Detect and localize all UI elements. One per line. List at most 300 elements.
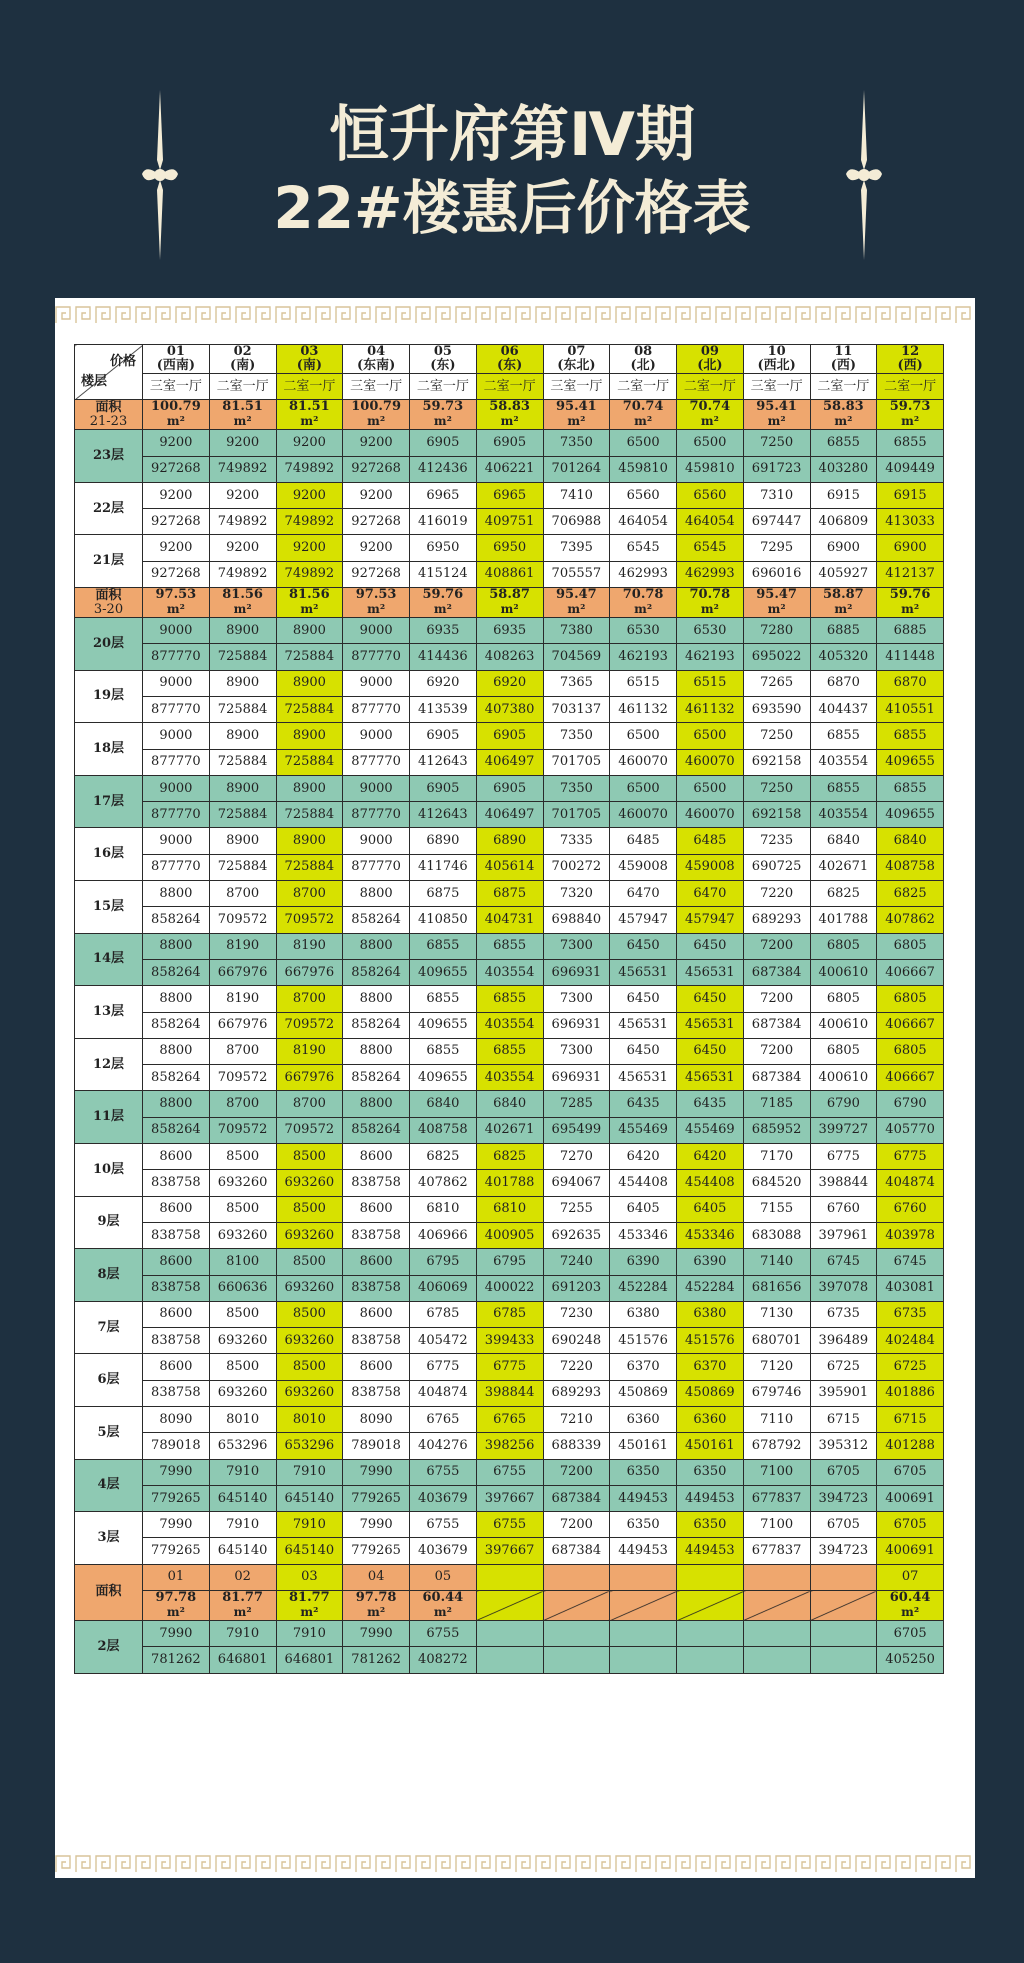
area-number: 59.76 — [889, 587, 931, 603]
unit-price-cell: 8800 — [343, 986, 410, 1012]
unit-price-cell: 7310 — [743, 482, 810, 508]
unit-price-cell: 6905 — [410, 775, 477, 801]
total-price-cell: 462993 — [610, 561, 677, 587]
area-unit: m² — [166, 414, 185, 429]
total-price-cell: 680701 — [743, 1328, 810, 1354]
unit-price-cell: 6805 — [877, 1038, 944, 1064]
total-price-cell: 405770 — [877, 1117, 944, 1143]
unit-price-cell: 8700 — [276, 1091, 343, 1117]
total-price-cell: 725884 — [276, 696, 343, 722]
unit-price-cell: 6920 — [476, 670, 543, 696]
total-price-cell: 406966 — [410, 1222, 477, 1248]
unit-number: 11 — [834, 344, 853, 359]
unit-price-cell — [810, 1621, 877, 1647]
total-price-cell: 685952 — [743, 1117, 810, 1143]
unit-price-cell: 9200 — [276, 535, 343, 561]
area-value — [810, 400, 877, 430]
unit-room-type: 二室一厅 — [476, 374, 543, 400]
unit-price-cell: 6715 — [877, 1406, 944, 1432]
unit-room-type: 二室一厅 — [410, 374, 477, 400]
total-price-cell: 749892 — [209, 456, 276, 482]
unit-price-cell: 6795 — [410, 1249, 477, 1275]
area-unit: m² — [500, 602, 519, 617]
total-price-cell: 927268 — [143, 509, 210, 535]
unit-price-cell: 6785 — [476, 1301, 543, 1327]
total-price-cell: 709572 — [209, 907, 276, 933]
total-price-cell: 405927 — [810, 561, 877, 587]
unit-price-cell — [677, 1621, 744, 1647]
total-price-cell: 927268 — [343, 509, 410, 535]
unit-price-cell — [476, 1621, 543, 1647]
area-value-2f — [343, 1591, 410, 1621]
area-value — [476, 400, 543, 430]
unit-price-cell: 6735 — [810, 1301, 877, 1327]
floor-label: 21层 — [75, 535, 143, 588]
area-value-2f — [276, 1591, 343, 1621]
total-price-cell: 705557 — [543, 561, 610, 587]
empty-cell-slash — [476, 1591, 543, 1621]
total-price-cell: 687384 — [543, 1485, 610, 1511]
total-price-cell: 394723 — [810, 1485, 877, 1511]
total-price-cell: 679746 — [743, 1380, 810, 1406]
corner-price-label: 价格 — [109, 354, 136, 369]
area-number: 70.74 — [689, 399, 731, 415]
total-price-cell: 725884 — [209, 644, 276, 670]
total-price-cell: 677837 — [743, 1538, 810, 1564]
unit-price-cell: 8900 — [209, 618, 276, 644]
unit-number-2f — [543, 1564, 610, 1590]
unit-price-cell: 9000 — [343, 775, 410, 801]
total-price-cell: 460070 — [610, 749, 677, 775]
total-price-cell: 409449 — [877, 456, 944, 482]
area-number: 70.74 — [622, 399, 664, 415]
title-line-1: 恒升府第Ⅳ期 — [329, 100, 695, 170]
area-floor-range: 21-23 — [89, 413, 128, 429]
unit-price-cell: 6855 — [810, 430, 877, 456]
total-price-cell: 405614 — [476, 854, 543, 880]
unit-price-cell: 6500 — [677, 775, 744, 801]
unit-price-cell: 6435 — [677, 1091, 744, 1117]
total-price-cell: 408272 — [410, 1647, 477, 1673]
total-price-cell: 395901 — [810, 1380, 877, 1406]
unit-price-cell: 8800 — [143, 986, 210, 1012]
unit-room-type: 二室一厅 — [276, 374, 343, 400]
unit-number-2f: 07 — [877, 1564, 944, 1590]
unit-price-cell: 6390 — [677, 1249, 744, 1275]
unit-price-cell: 7210 — [543, 1406, 610, 1432]
total-price-cell: 838758 — [343, 1170, 410, 1196]
unit-price-cell: 8500 — [209, 1301, 276, 1327]
area-unit: m² — [233, 602, 252, 617]
unit-price-cell: 6765 — [410, 1406, 477, 1432]
area-value — [410, 400, 477, 430]
unit-price-cell: 6450 — [677, 986, 744, 1012]
unit-price-cell: 8010 — [209, 1406, 276, 1432]
unit-price-cell: 7110 — [743, 1406, 810, 1432]
total-price-cell: 692158 — [743, 802, 810, 828]
area-value — [343, 400, 410, 430]
total-price-cell: 454408 — [610, 1170, 677, 1196]
unit-price-cell: 8600 — [143, 1144, 210, 1170]
unit-price-cell: 8600 — [143, 1354, 210, 1380]
floor-label: 14层 — [75, 933, 143, 986]
total-price-cell: 858264 — [343, 1065, 410, 1091]
total-price-cell: 697447 — [743, 509, 810, 535]
area-unit: m² — [567, 602, 586, 617]
total-price-cell: 407862 — [410, 1170, 477, 1196]
total-price-cell: 696016 — [743, 561, 810, 587]
total-price-cell: 397078 — [810, 1275, 877, 1301]
unit-price-cell: 7380 — [543, 618, 610, 644]
area-number: 100.79 — [150, 399, 201, 415]
unit-price-cell — [610, 1621, 677, 1647]
price-table — [74, 344, 943, 1792]
total-price-cell: 457947 — [610, 907, 677, 933]
total-price-cell: 409655 — [410, 959, 477, 985]
area-number: 58.87 — [823, 587, 864, 603]
unit-price-cell: 6515 — [610, 670, 677, 696]
unit-price-cell: 6915 — [877, 482, 944, 508]
unit-price-cell: 7910 — [209, 1512, 276, 1538]
floor-label: 16层 — [75, 828, 143, 881]
unit-price-cell: 6825 — [476, 1144, 543, 1170]
unit-price-cell: 6760 — [810, 1196, 877, 1222]
unit-price-cell: 7200 — [743, 933, 810, 959]
unit-price-cell: 6905 — [476, 430, 543, 456]
unit-header — [410, 345, 477, 374]
total-price-cell: 459810 — [610, 456, 677, 482]
unit-number: 01 — [166, 344, 185, 359]
total-price-cell: 461132 — [610, 696, 677, 722]
unit-direction: (南) — [229, 358, 256, 373]
area-number: 59.73 — [889, 399, 931, 415]
area-unit: m² — [901, 602, 920, 617]
total-price-cell: 789018 — [343, 1433, 410, 1459]
unit-price-cell: 6805 — [810, 933, 877, 959]
unit-price-cell: 8900 — [209, 670, 276, 696]
unit-price-cell: 7250 — [743, 775, 810, 801]
unit-price-cell: 6855 — [877, 723, 944, 749]
unit-price-cell: 7300 — [543, 933, 610, 959]
unit-header — [543, 345, 610, 374]
unit-price-cell: 9200 — [209, 430, 276, 456]
total-price-cell: 409655 — [410, 1012, 477, 1038]
total-price-cell: 927268 — [143, 561, 210, 587]
area-value — [209, 400, 276, 430]
total-price-cell: 687384 — [743, 959, 810, 985]
total-price-cell: 452284 — [610, 1275, 677, 1301]
total-price-cell — [610, 1647, 677, 1673]
area-number: 81.51 — [289, 399, 330, 415]
total-price-cell: 877770 — [343, 854, 410, 880]
total-price-cell: 397667 — [476, 1485, 543, 1511]
total-price-cell: 403554 — [810, 802, 877, 828]
unit-price-cell: 6905 — [476, 723, 543, 749]
total-price-cell: 838758 — [143, 1275, 210, 1301]
unit-price-cell: 7350 — [543, 430, 610, 456]
total-price-cell: 460070 — [677, 802, 744, 828]
unit-price-cell: 9200 — [343, 430, 410, 456]
total-price-cell: 415124 — [410, 561, 477, 587]
total-price-cell: 725884 — [209, 854, 276, 880]
unit-price-cell: 8600 — [343, 1301, 410, 1327]
unit-price-cell: 9000 — [143, 670, 210, 696]
total-price-cell: 684520 — [743, 1170, 810, 1196]
floor-label: 2层 — [75, 1621, 143, 1674]
total-price-cell: 403554 — [476, 1065, 543, 1091]
total-price-cell: 693260 — [209, 1222, 276, 1248]
total-price-cell: 460070 — [610, 802, 677, 828]
area-unit: m² — [901, 1605, 920, 1620]
unit-price-cell: 6450 — [610, 986, 677, 1012]
total-price-cell — [543, 1647, 610, 1673]
total-price-cell: 691203 — [543, 1275, 610, 1301]
unit-price-cell: 6500 — [677, 723, 744, 749]
total-price-cell: 645140 — [209, 1538, 276, 1564]
total-price-cell: 858264 — [143, 1117, 210, 1143]
total-price-cell: 709572 — [276, 1012, 343, 1038]
unit-price-cell: 7200 — [743, 986, 810, 1012]
area-value — [610, 588, 677, 618]
unit-price-cell: 7230 — [543, 1301, 610, 1327]
unit-price-cell: 8090 — [343, 1406, 410, 1432]
unit-price-cell: 6705 — [810, 1459, 877, 1485]
total-price-cell: 749892 — [276, 456, 343, 482]
unit-price-cell: 8900 — [209, 723, 276, 749]
unit-number-2f — [610, 1564, 677, 1590]
area-unit: m² — [634, 602, 653, 617]
total-price-cell: 416019 — [410, 509, 477, 535]
total-price-cell: 696931 — [543, 1012, 610, 1038]
unit-price-cell: 6420 — [677, 1144, 744, 1170]
total-price-cell: 403554 — [810, 749, 877, 775]
unit-price-cell: 6470 — [677, 881, 744, 907]
unit-number: 06 — [500, 344, 519, 359]
total-price-cell: 701705 — [543, 802, 610, 828]
unit-price-cell: 7350 — [543, 775, 610, 801]
total-price-cell: 412436 — [410, 456, 477, 482]
total-price-cell: 725884 — [276, 749, 343, 775]
total-price-cell: 653296 — [209, 1433, 276, 1459]
area-label — [75, 588, 143, 618]
unit-price-cell: 7240 — [543, 1249, 610, 1275]
area-value — [143, 400, 210, 430]
total-price-cell: 927268 — [343, 561, 410, 587]
area-label — [75, 400, 143, 430]
total-price-cell: 408263 — [476, 644, 543, 670]
unit-price-cell: 6840 — [810, 828, 877, 854]
unit-number-2f — [677, 1564, 744, 1590]
unit-price-cell: 6790 — [877, 1091, 944, 1117]
unit-price-cell: 6420 — [610, 1144, 677, 1170]
total-price-cell: 406809 — [810, 509, 877, 535]
unit-room-type: 三室一厅 — [743, 374, 810, 400]
area-value — [877, 588, 944, 618]
unit-price-cell: 8800 — [143, 881, 210, 907]
unit-price-cell: 6775 — [476, 1354, 543, 1380]
unit-price-cell: 7990 — [143, 1512, 210, 1538]
total-price-cell: 459008 — [677, 854, 744, 880]
area-unit: m² — [834, 414, 853, 429]
area-value — [410, 588, 477, 618]
total-price-cell: 409655 — [410, 1065, 477, 1091]
unit-price-cell: 8100 — [209, 1249, 276, 1275]
total-price-cell — [810, 1647, 877, 1673]
total-price-cell: 407380 — [476, 696, 543, 722]
unit-price-cell: 7265 — [743, 670, 810, 696]
total-price-cell: 456531 — [677, 1065, 744, 1091]
total-price-cell: 692635 — [543, 1222, 610, 1248]
total-price-cell: 449453 — [610, 1485, 677, 1511]
unit-price-cell: 6825 — [810, 881, 877, 907]
total-price-cell: 877770 — [343, 696, 410, 722]
total-price-cell: 838758 — [343, 1275, 410, 1301]
unit-price-cell: 6500 — [610, 775, 677, 801]
total-price-cell: 402671 — [810, 854, 877, 880]
unit-price-cell: 8010 — [276, 1406, 343, 1432]
unit-price-cell: 6805 — [810, 986, 877, 1012]
total-price-cell: 406221 — [476, 456, 543, 482]
total-price-cell: 693260 — [276, 1380, 343, 1406]
total-price-cell: 457947 — [677, 907, 744, 933]
floor-label: 8层 — [75, 1249, 143, 1302]
unit-price-cell: 6350 — [610, 1459, 677, 1485]
area-number: 59.76 — [422, 587, 464, 603]
total-price-cell: 653296 — [276, 1433, 343, 1459]
total-price-cell: 395312 — [810, 1433, 877, 1459]
unit-price-cell: 9200 — [143, 430, 210, 456]
unit-header — [143, 345, 210, 374]
unit-price-cell: 6350 — [610, 1512, 677, 1538]
unit-price-cell: 7910 — [276, 1459, 343, 1485]
total-price-cell: 399433 — [476, 1328, 543, 1354]
unit-header — [877, 345, 944, 374]
total-price-cell: 407862 — [877, 907, 944, 933]
unit-price-cell: 7200 — [743, 1038, 810, 1064]
area-number: 100.79 — [351, 399, 401, 415]
unit-price-cell: 8500 — [209, 1144, 276, 1170]
area-value — [476, 588, 543, 618]
area-value — [276, 400, 343, 430]
area-value — [143, 588, 210, 618]
unit-price-cell: 6485 — [610, 828, 677, 854]
unit-price-cell: 7300 — [543, 1038, 610, 1064]
unit-price-cell: 6705 — [877, 1459, 944, 1485]
unit-price-cell: 9200 — [343, 535, 410, 561]
total-price-cell: 406667 — [877, 959, 944, 985]
unit-price-cell: 6905 — [410, 723, 477, 749]
area-unit: m² — [300, 414, 319, 429]
unit-price-cell: 9200 — [276, 482, 343, 508]
total-price-cell: 456531 — [610, 959, 677, 985]
total-price-cell: 462993 — [677, 561, 744, 587]
unit-price-cell: 7250 — [743, 723, 810, 749]
total-price-cell: 403280 — [810, 456, 877, 482]
unit-price-cell: 6805 — [877, 933, 944, 959]
unit-price-cell: 8500 — [209, 1196, 276, 1222]
unit-price-cell: 6735 — [877, 1301, 944, 1327]
total-price-cell: 410551 — [877, 696, 944, 722]
area-unit: m² — [700, 414, 719, 429]
area-value — [677, 400, 744, 430]
unit-price-cell: 6855 — [410, 1038, 477, 1064]
unit-header — [343, 345, 410, 374]
total-price-cell: 779265 — [343, 1538, 410, 1564]
unit-price-cell: 6885 — [810, 618, 877, 644]
total-price-cell: 452284 — [677, 1275, 744, 1301]
unit-number-2f: 02 — [209, 1564, 276, 1590]
total-price-cell: 695022 — [743, 644, 810, 670]
total-price-cell: 413539 — [410, 696, 477, 722]
unit-price-cell: 6810 — [476, 1196, 543, 1222]
total-price-cell: 459810 — [677, 456, 744, 482]
total-price-cell: 877770 — [343, 802, 410, 828]
unit-price-cell: 6915 — [810, 482, 877, 508]
total-price-cell: 408861 — [476, 561, 543, 587]
unit-price-cell: 8900 — [276, 723, 343, 749]
area-unit: m² — [834, 602, 853, 617]
unit-price-cell: 8900 — [209, 828, 276, 854]
total-price-cell: 749892 — [276, 509, 343, 535]
unit-price-cell: 6855 — [810, 723, 877, 749]
floor-label: 9层 — [75, 1196, 143, 1249]
unit-price-cell: 6920 — [410, 670, 477, 696]
unit-number-2f: 01 — [143, 1564, 210, 1590]
unit-price-cell: 6935 — [476, 618, 543, 644]
area-value — [610, 400, 677, 430]
unit-price-cell — [743, 1621, 810, 1647]
unit-price-cell: 6370 — [677, 1354, 744, 1380]
unit-direction: (北) — [630, 358, 656, 373]
unit-price-cell: 6500 — [610, 430, 677, 456]
total-price-cell: 401288 — [877, 1433, 944, 1459]
area-label-text: 面积 — [95, 399, 122, 415]
unit-price-cell: 6805 — [810, 1038, 877, 1064]
unit-price-cell: 6530 — [610, 618, 677, 644]
total-price-cell: 725884 — [276, 644, 343, 670]
area-floor-range: 3-20 — [93, 601, 124, 617]
unit-price-cell: 7280 — [743, 618, 810, 644]
total-price-cell: 858264 — [143, 907, 210, 933]
area-number: 81.77 — [222, 1590, 263, 1606]
unit-price-cell: 7185 — [743, 1091, 810, 1117]
unit-price-cell: 7990 — [343, 1459, 410, 1485]
total-price-cell: 725884 — [209, 802, 276, 828]
unit-price-cell: 6950 — [476, 535, 543, 561]
unit-price-cell: 6745 — [877, 1249, 944, 1275]
area-number: 95.41 — [756, 399, 797, 415]
unit-room-type: 三室一厅 — [543, 374, 610, 400]
total-price-cell: 406497 — [476, 802, 543, 828]
area-number: 58.83 — [489, 399, 530, 415]
unit-price-cell: 6450 — [610, 933, 677, 959]
total-price-cell: 397667 — [476, 1538, 543, 1564]
floor-label: 20层 — [75, 618, 143, 671]
area-value — [743, 588, 810, 618]
total-price-cell: 694067 — [543, 1170, 610, 1196]
total-price-cell: 877770 — [343, 749, 410, 775]
total-price-cell: 781262 — [143, 1647, 210, 1673]
unit-price-cell: 7270 — [543, 1144, 610, 1170]
total-price-cell: 709572 — [209, 1117, 276, 1143]
unit-price-cell: 7130 — [743, 1301, 810, 1327]
total-price-cell: 449453 — [610, 1538, 677, 1564]
total-price-cell: 690248 — [543, 1328, 610, 1354]
unit-price-cell: 8500 — [276, 1301, 343, 1327]
total-price-cell: 394723 — [810, 1538, 877, 1564]
unit-price-cell: 8500 — [276, 1196, 343, 1222]
unit-direction: (东) — [430, 358, 456, 373]
